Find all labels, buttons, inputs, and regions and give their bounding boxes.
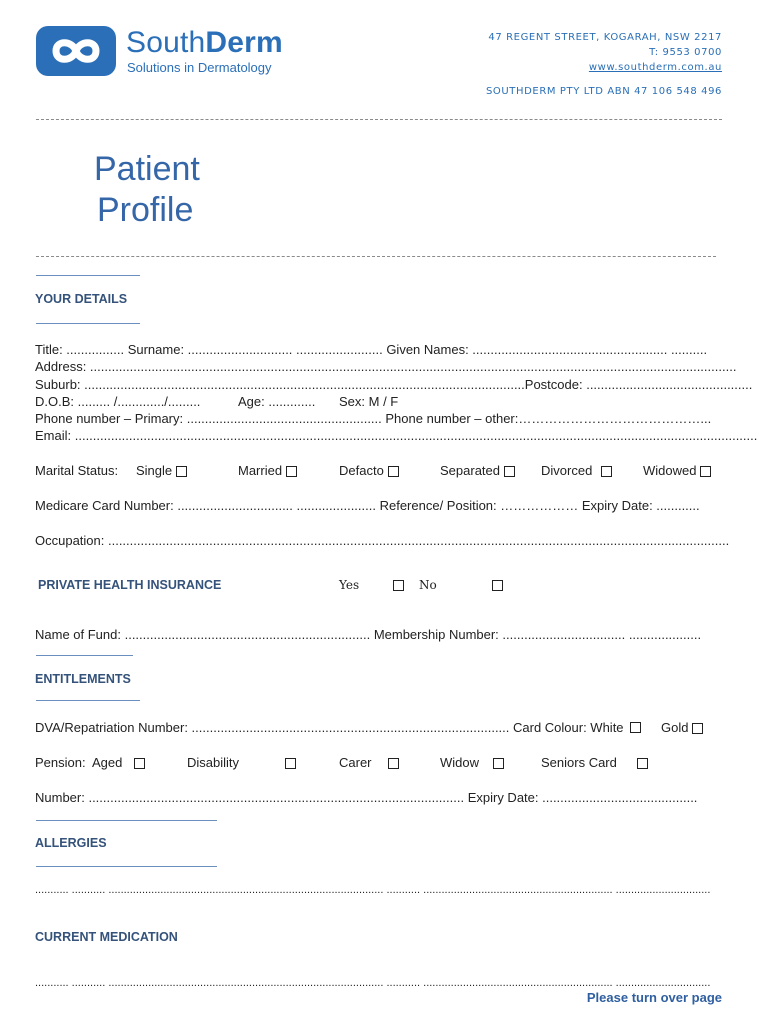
marital-option-divorced[interactable] <box>541 463 612 478</box>
option-label: Gold <box>661 720 689 735</box>
pension-option-carer[interactable] <box>339 755 399 770</box>
option-label: Divorced <box>541 463 593 478</box>
suburb-postcode-field[interactable]: Suburb: ..........................................................................................................................Postcode: .............................................. <box>35 377 753 392</box>
logo <box>36 26 116 76</box>
section-heading-allergies: ALLERGIES <box>35 836 107 850</box>
checkbox-icon[interactable] <box>637 758 648 769</box>
website-link[interactable]: www.southderm.com.au <box>588 62 722 73</box>
marital-option-married[interactable] <box>238 463 297 478</box>
checkbox-icon[interactable] <box>601 466 612 477</box>
abn: SOUTHDERM PTY LTD ABN 47 106 548 496 <box>485 86 722 97</box>
section-rule <box>36 700 140 701</box>
section-heading-your-details: YOUR DETAILS <box>35 292 128 306</box>
brand-tagline: Solutions in Dermatology <box>127 60 272 75</box>
option-label: Single <box>136 463 173 478</box>
address: 47 REGENT STREET, KOGARAH, NSW 2217 <box>488 32 722 43</box>
checkbox-icon[interactable] <box>692 723 703 734</box>
checkbox-icon[interactable] <box>504 466 515 477</box>
marital-option-defacto[interactable] <box>339 463 399 478</box>
option-label: Carer <box>339 755 372 770</box>
option-label: Aged <box>92 755 123 770</box>
marital-status-label: Marital Status: <box>35 463 119 478</box>
dva-field[interactable]: DVA/Repatriation Number: ........................................................................................ Card Colour: White <box>35 720 624 735</box>
option-label: Defacto <box>339 463 384 478</box>
option-label: Separated <box>440 463 500 478</box>
email-field[interactable]: Email: ............................................................................................................................................................................................. <box>35 428 758 443</box>
checkbox-icon[interactable] <box>388 758 399 769</box>
insurance-no-checkbox[interactable] <box>492 580 503 591</box>
insurance-no-label: No <box>419 578 437 592</box>
card-white-checkbox[interactable] <box>630 722 641 733</box>
checkbox-icon[interactable] <box>700 466 711 477</box>
section-rule <box>36 275 140 276</box>
checkbox-icon[interactable] <box>285 758 296 769</box>
option-label: Widowed <box>643 463 697 478</box>
medicare-field[interactable]: Medicare Card Number: ................................ ...................... Reference/ Position: ……………… Expiry Date: ............ <box>35 498 700 513</box>
section-rule <box>36 323 140 324</box>
pension-number-field[interactable]: Number: ........................................................................................................ Expiry Date: ........................................... <box>35 790 698 805</box>
medication-field[interactable]: ........... ........... .......................................................................................... ........... .............................................................. ............................... <box>35 977 711 989</box>
page-title-line2: Profile <box>97 191 194 229</box>
marital-option-separated[interactable] <box>440 463 515 478</box>
checkbox-icon[interactable] <box>134 758 145 769</box>
sex-field[interactable]: Sex: M / F <box>339 394 399 409</box>
dob-field[interactable]: D.O.B: ......... /............./......... <box>35 394 201 409</box>
turn-over-note: Please turn over page <box>586 990 722 1005</box>
checkbox-icon[interactable] <box>176 466 187 477</box>
insurance-yes-checkbox[interactable] <box>393 580 404 591</box>
checkbox-icon[interactable] <box>493 758 504 769</box>
option-label: Seniors Card <box>541 755 617 770</box>
pension-option-disability[interactable] <box>187 755 296 770</box>
occupation-field[interactable]: Occupation: ............................................................................................................................................................................ <box>35 533 730 548</box>
address-field[interactable]: Address: ................................................................................................................................................................................... <box>35 359 737 374</box>
section-rule <box>36 820 217 821</box>
marital-option-widowed[interactable] <box>643 463 711 478</box>
logo-mark-icon <box>36 26 116 76</box>
card-gold-option[interactable] <box>661 720 703 735</box>
section-rule <box>36 655 133 656</box>
pension-option-aged[interactable] <box>92 755 145 770</box>
section-heading-current-medication: CURRENT MEDICATION <box>35 930 178 944</box>
divider <box>36 119 722 120</box>
divider <box>36 256 716 257</box>
allergies-field[interactable]: ........... ........... .......................................................................................... ........... .............................................................. ............................... <box>35 884 711 896</box>
option-label: Disability <box>187 755 240 770</box>
page-title-line1: Patient <box>94 150 200 188</box>
section-heading-entitlements: ENTITLEMENTS <box>35 672 131 686</box>
pension-option-widow[interactable] <box>440 755 504 770</box>
pension-option-seniors-card[interactable] <box>541 755 648 770</box>
title-surname-field[interactable]: Title: ................ Surname: ............................. ........................ Given Names: ...................................................... .......... <box>35 342 708 357</box>
section-rule <box>36 866 217 867</box>
section-heading-private-health-insurance: PRIVATE HEALTH INSURANCE <box>38 578 222 592</box>
phone-field[interactable]: Phone number – Primary: ...................................................... Phone number – other:……………………………………... <box>35 411 712 426</box>
phone: T: 9553 0700 <box>649 47 722 58</box>
age-field[interactable]: Age: ............. <box>238 394 316 409</box>
option-label: Widow <box>440 755 480 770</box>
marital-option-single[interactable] <box>136 463 187 478</box>
insurance-yes-label: Yes <box>339 578 360 592</box>
brand-name: SouthDerm <box>126 26 283 59</box>
checkbox-icon[interactable] <box>286 466 297 477</box>
option-label: Married <box>238 463 283 478</box>
fund-membership-field[interactable]: Name of Fund: .................................................................... Membership Number: .................................. .................... <box>35 627 702 642</box>
pension-label: Pension: <box>35 755 86 770</box>
checkbox-icon[interactable] <box>388 466 399 477</box>
